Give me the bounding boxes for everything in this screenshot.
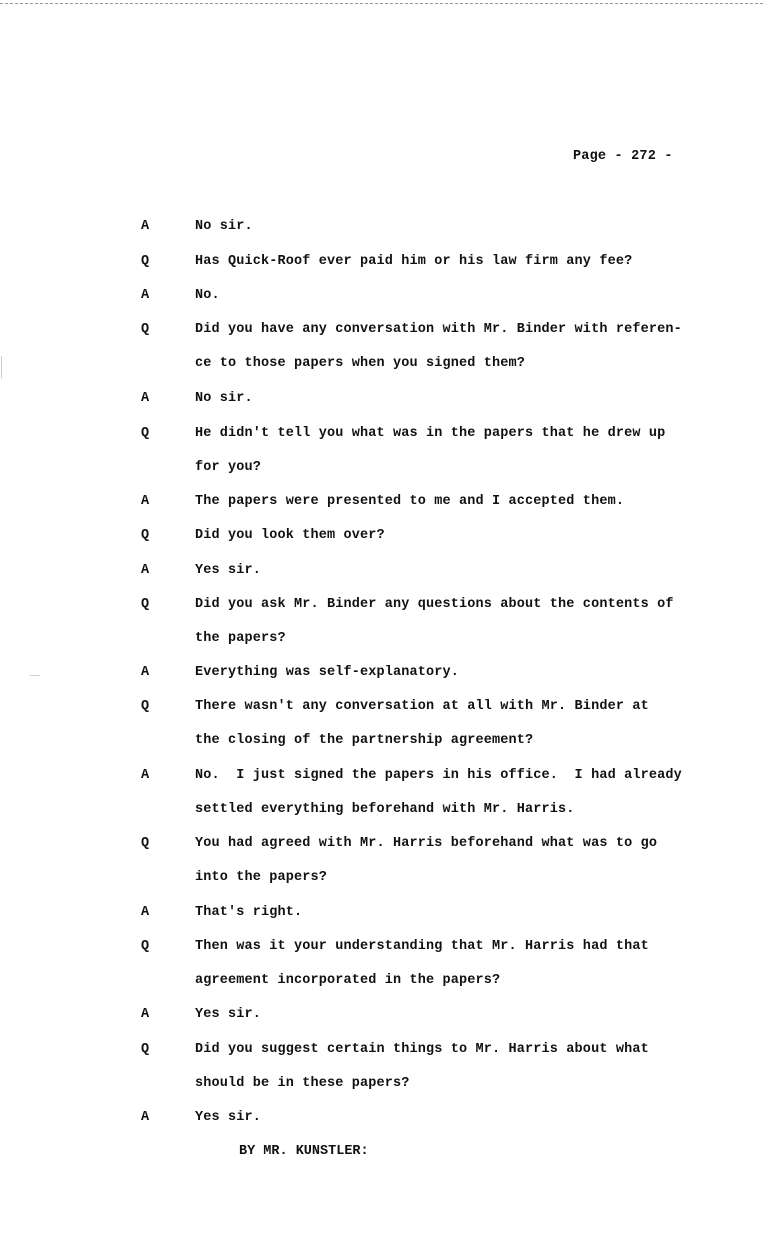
- scan-top-edge: [0, 3, 763, 4]
- speaker-label: Q: [141, 426, 150, 441]
- testimony-line: Yes sir.: [195, 1007, 262, 1022]
- speaker-label: Q: [141, 528, 150, 543]
- testimony-line: Yes sir.: [195, 1110, 262, 1125]
- examiner-heading: BY MR. KUNSTLER:: [239, 1144, 369, 1159]
- testimony-line: Did you have any conversation with Mr. Binder with referen-: [195, 322, 682, 337]
- testimony-line: He didn't tell you what was in the papers that he drew up: [195, 426, 666, 441]
- testimony-line: There wasn't any conversation at all with Mr. Binder at: [195, 699, 649, 714]
- speaker-label: A: [141, 768, 150, 783]
- testimony-line-continuation: the papers?: [195, 631, 286, 646]
- speaker-label: A: [141, 494, 150, 509]
- speaker-label: A: [141, 288, 150, 303]
- speaker-label: Q: [141, 597, 150, 612]
- speaker-label: A: [141, 563, 150, 578]
- testimony-line: The papers were presented to me and I accepted them.: [195, 494, 625, 509]
- testimony-line: Did you suggest certain things to Mr. Harris about what: [195, 1042, 649, 1057]
- testimony-line: No sir.: [195, 219, 253, 234]
- testimony-line: Everything was self-explanatory.: [195, 665, 460, 680]
- testimony-line: Then was it your understanding that Mr. Harris had that: [195, 939, 649, 954]
- speaker-label: A: [141, 1110, 150, 1125]
- testimony-line: Did you ask Mr. Binder any questions about the contents of: [195, 597, 674, 612]
- testimony-line: No sir.: [195, 391, 253, 406]
- testimony-line: Has Quick-Roof ever paid him or his law firm any fee?: [195, 254, 633, 269]
- testimony-line-continuation: ce to those papers when you signed them?: [195, 356, 526, 371]
- scan-mark: [1, 356, 2, 378]
- page-number: Page - 272 -: [573, 149, 673, 164]
- testimony-line-continuation: the closing of the partnership agreement?: [195, 733, 534, 748]
- testimony-line: Yes sir.: [195, 563, 262, 578]
- testimony-line-continuation: for you?: [195, 460, 262, 475]
- speaker-label: Q: [141, 939, 150, 954]
- testimony-line: Did you look them over?: [195, 528, 385, 543]
- speaker-label: Q: [141, 699, 150, 714]
- testimony-line-continuation: should be in these papers?: [195, 1076, 410, 1091]
- testimony-line-continuation: agreement incorporated in the papers?: [195, 973, 501, 988]
- speaker-label: Q: [141, 322, 150, 337]
- scan-mark: [30, 675, 40, 676]
- speaker-label: A: [141, 905, 150, 920]
- speaker-label: A: [141, 1007, 150, 1022]
- speaker-label: A: [141, 665, 150, 680]
- speaker-label: Q: [141, 254, 150, 269]
- testimony-line: That's right.: [195, 905, 303, 920]
- testimony-line: No.: [195, 288, 220, 303]
- testimony-line-continuation: settled everything beforehand with Mr. Harris.: [195, 802, 575, 817]
- testimony-line: You had agreed with Mr. Harris beforehand what was to go: [195, 836, 658, 851]
- speaker-label: Q: [141, 836, 150, 851]
- testimony-line: No. I just signed the papers in his office. I had already: [195, 768, 682, 783]
- speaker-label: A: [141, 391, 150, 406]
- speaker-label: A: [141, 219, 150, 234]
- testimony-line-continuation: into the papers?: [195, 870, 328, 885]
- speaker-label: Q: [141, 1042, 150, 1057]
